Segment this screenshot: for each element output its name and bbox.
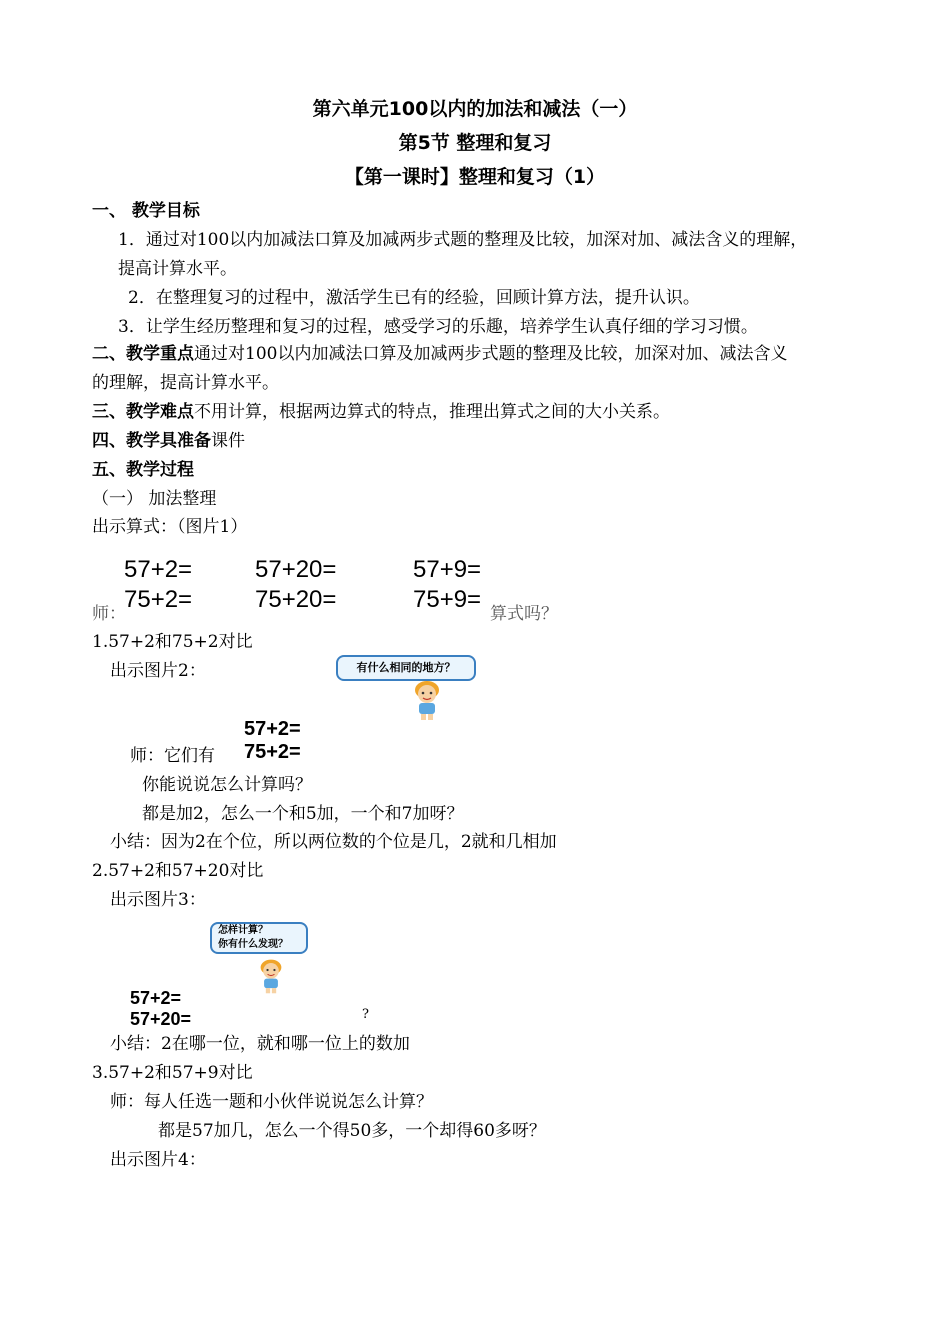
img1-eq: 57+20= — [255, 556, 337, 583]
question-2a: 你能说说怎么计算吗？ — [142, 775, 312, 795]
tools-line — [92, 430, 245, 452]
doc-title: 第六单元100以内的加法和减法（一） — [312, 98, 638, 120]
img3-question-mark: ? — [362, 1007, 369, 1022]
lesson-title: 【第一课时】整理和复习（1） — [344, 166, 606, 188]
goal-item-1-cont: 提高计算水平。 — [118, 259, 237, 279]
goal-item-3: 3．让学生经历整理和复习的过程，感受学习的乐趣，培养学生认真仔细的学习习惯。 — [118, 317, 758, 337]
boy-icon — [410, 678, 444, 726]
img1-eq: 57+9= — [413, 556, 482, 583]
img3-speech-bubble — [210, 922, 308, 954]
goal-item-2: 2．在整理复习的过程中，激活学生已有的经验，回顾计算方法，提升认识。 — [128, 288, 700, 308]
boy-icon — [256, 957, 286, 999]
question-3: 都是57加几，怎么一个得50多，一个却得60多呀？ — [158, 1121, 546, 1141]
goals-heading: 一、 教学目标 — [92, 201, 200, 221]
teacher-line-2: 师：它们有 — [130, 746, 215, 766]
process-sub1: （一） 加法整理 — [92, 489, 217, 509]
difficulty-text: 不用计算，根据两边算式的特点，推理出算式之间的大小关系。 — [194, 402, 670, 422]
teacher-line-1: 师： — [92, 604, 126, 624]
section-3-title: 3.57+2和57+9对比 — [92, 1063, 253, 1083]
section-1-title: 1.57+2和75+2对比 — [92, 632, 253, 652]
img3-bubble-line-2: 你有什么发现？ — [218, 939, 288, 950]
teacher-line-1-tail: 算式吗？ — [490, 604, 558, 624]
tools-label: 四、教学具准备 — [92, 431, 211, 451]
question-2b: 都是加2，怎么一个和5加，一个和7加呀？ — [142, 804, 464, 824]
key-point-line — [92, 343, 787, 365]
process-heading: 五、教学过程 — [92, 460, 194, 480]
img3-eq: 57+20= — [130, 1009, 192, 1029]
summary-1: 小结：因为2在个位，所以两位数的个位是几，2就和几相加 — [110, 832, 557, 852]
show-image-3: 出示图片3： — [110, 890, 206, 910]
difficulty-line — [92, 401, 670, 423]
goal-item-1: 1．通过对100以内加减法口算及加减两步式题的整理及比较，加深对加、减法含义的理解， — [118, 230, 808, 250]
section-title: 第5节 整理和复习 — [398, 132, 552, 154]
img3-bubble-line-1: 怎样计算？ — [218, 925, 268, 936]
img1-eq: 75+2= — [124, 586, 193, 613]
img1-eq: 75+20= — [255, 586, 337, 613]
key-point-text-cont: 的理解，提高计算水平。 — [92, 373, 279, 393]
img3-eq: 57+2= — [130, 988, 182, 1008]
img1-eq: 75+9= — [413, 586, 482, 613]
img1-eq: 57+2= — [124, 556, 193, 583]
key-point-label: 二、教学重点 — [92, 344, 194, 364]
teacher-line-3: 师：每人任选一题和小伙伴说说怎么计算？ — [110, 1092, 433, 1112]
difficulty-label: 三、教学难点 — [92, 402, 194, 422]
show-image-4: 出示图片4： — [110, 1150, 206, 1170]
img2-eq: 75+2= — [244, 741, 301, 763]
summary-2: 小结：2在哪一位，就和哪一位上的数加 — [110, 1034, 410, 1054]
tools-text: 课件 — [211, 431, 245, 451]
img2-speech-bubble: 有什么相同的地方？ — [336, 655, 476, 681]
show-image-1: 出示算式：（图片1） — [92, 517, 248, 537]
show-image-2: 出示图片2： — [110, 661, 206, 681]
key-point-text: 通过对100以内加减法口算及加减两步式题的整理及比较，加深对加、减法含义 — [194, 344, 788, 364]
section-2-title: 2.57+2和57+20对比 — [92, 861, 264, 881]
img2-eq: 57+2= — [244, 718, 301, 740]
